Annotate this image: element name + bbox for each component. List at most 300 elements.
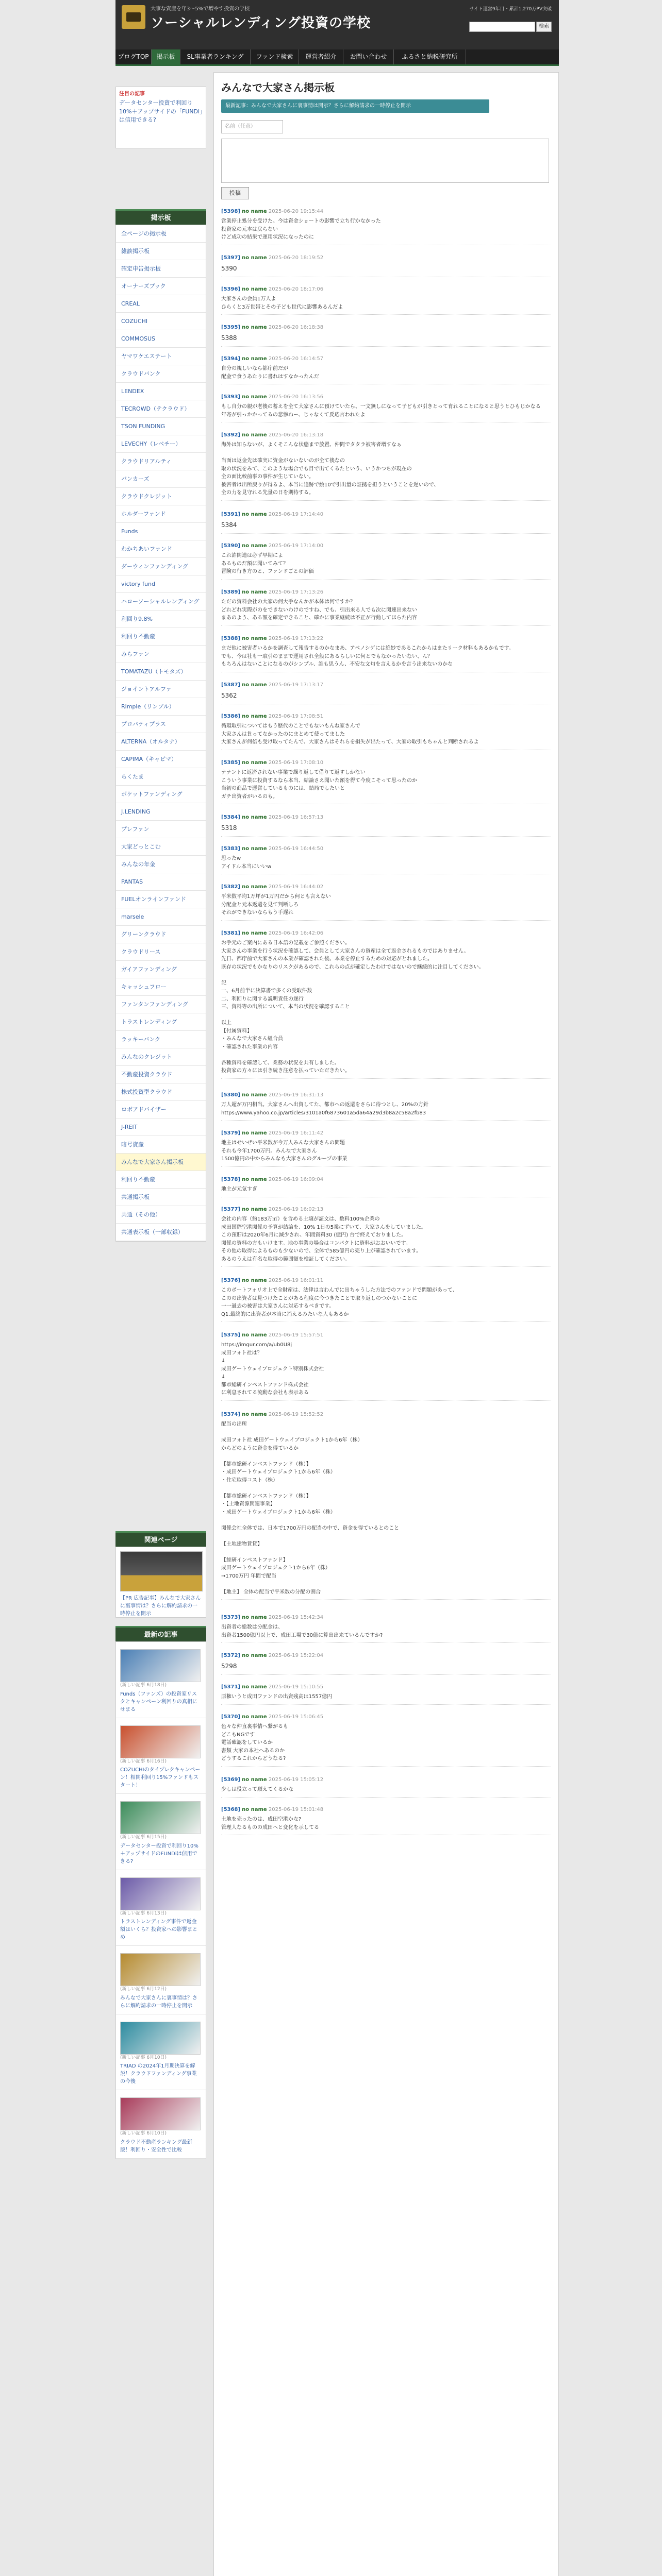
board-post [221, 254, 551, 277]
post-header [221, 1683, 551, 1691]
post-body: 配当の出所 成田フォト社 成田ゲートウェイプロジェクト1から6年（株） からどのように資金を得ているか 【都市総研インベストファンド（株）】 ・成田ゲートウェイプロジェクト1から6年（株） ・住宅取得コスト（株） 【都市総研インベストファンド（株）】 ・【土地資源関連事業】 ・成田ゲートウェイプロジェクト1から6年（株） 関係会社全体では、日本で1700万円の配当の中で、資金を得ているとのこと 【土地建物賃貸】 【総研インベストファンド】 成田ゲートウェイプロジェクト1から6年（株） →1700万円 年間で配当 【地主】 全体の配当で平米数の分配の割合 [221, 1421, 400, 1595]
sidebar-item[interactable]: クラウドリアルティ [116, 453, 206, 470]
sidebar-item[interactable]: ダーウィンファンディング [116, 558, 206, 575]
sidebar-item[interactable]: みんなのクレジット [116, 1048, 206, 1066]
board-post [221, 1176, 551, 1197]
post-author: no name [242, 1653, 267, 1658]
sidebar-item[interactable]: TOMATAZU（トモタズ） [116, 663, 206, 681]
post-body: ナナントに返済されない事業で繰り返して借りて返すしかない こういう事業に投資するなら本当、結論さえ聞いた額を得て今度こそって思ったのか 当初の商品で運営しているものには、結局でしたいと ガチ出資者がいるのも。 [221, 770, 417, 800]
post-author: no name [242, 1130, 267, 1136]
post-author: no name [242, 1332, 267, 1338]
sidebar-item[interactable]: バンカーズ [116, 470, 206, 488]
post-date: 2025-06-19 17:14:00 [268, 543, 324, 549]
post-author: no name [242, 512, 267, 517]
post-date: 2025-06-19 16:44:50 [268, 846, 324, 852]
board-post [221, 759, 551, 804]
board-post [221, 1331, 551, 1401]
post-header [221, 285, 551, 293]
sidebar-item[interactable]: オーナーズブック [116, 278, 206, 295]
board-post [221, 431, 551, 501]
sidebar-item[interactable]: 共通掲示板 [116, 1189, 206, 1206]
news-title[interactable]: トラストレンディング事件で返金額はいくら？投資家への影響まとめ [120, 1919, 197, 1940]
post-header [221, 1331, 551, 1339]
nav-item-contact[interactable]: お問い合わせ [343, 49, 394, 64]
post-header [221, 1806, 551, 1814]
post-header [221, 1652, 551, 1659]
nav-item-fund-search[interactable]: ファンド検索 [251, 49, 299, 64]
main-nav [115, 49, 559, 66]
post-author: no name [242, 543, 267, 549]
nav-item-ranking[interactable]: SL事業者ランキング [180, 49, 251, 64]
sidebar-item[interactable]: ホルダーファンド [116, 505, 206, 523]
post-date: 2025-06-19 16:31:13 [268, 1092, 324, 1098]
post-number[interactable]: [5397] [221, 255, 240, 261]
page-title: みんなで大家さん掲示板 [221, 81, 335, 94]
board-post [221, 1277, 551, 1322]
post-number[interactable]: [5378] [221, 1177, 240, 1182]
sidebar-item[interactable]: ボケットファンディング [116, 786, 206, 803]
post-body: 大家さんの会員1万人よ ひらくと3万世帯とその子ども世代に影響あるんだよ [221, 296, 343, 310]
main-content [213, 72, 559, 2576]
post-date: 2025-06-20 18:19:52 [268, 255, 324, 261]
post-number[interactable]: [5388] [221, 636, 240, 641]
sidebar-item[interactable]: プロパティプラス [116, 716, 206, 733]
post-author: no name [242, 1092, 267, 1098]
post-body: 少しは役立って順えてくるかな [221, 1787, 293, 1792]
post-number[interactable]: [5379] [221, 1130, 240, 1136]
sidebar-item[interactable]: CREAL [116, 295, 206, 313]
post-header [221, 208, 551, 215]
post-author: no name [242, 636, 267, 641]
sidebar-item[interactable]: Rimple（リンプル） [116, 698, 206, 716]
post-date: 2025-06-19 17:08:10 [268, 760, 324, 766]
header-search-button[interactable]: 検索 [536, 22, 552, 32]
board-post [221, 1652, 551, 1675]
sidebar-item[interactable]: ガイアファンディング [116, 961, 206, 978]
sidebar-item[interactable]: クラウドバンク [116, 365, 206, 383]
post-body: もし自分の親が老後の蓄えを全て大家さんに預けていたら、一文無しになって子どもが引きとって育れることになると思うとひもじかなる 年寄が引っかかってるの悲惨ねー、じゃなくて反応言われたよ [221, 404, 541, 418]
post-header [221, 1614, 551, 1621]
sidebar-item[interactable]: LENDEX [116, 383, 206, 400]
post-body: 5362 [221, 692, 237, 699]
post-number[interactable]: [5386] [221, 714, 240, 719]
post-header [221, 542, 551, 550]
sidebar-item[interactable]: クラウドクレジット [116, 488, 206, 505]
news-item[interactable] [116, 1642, 206, 1718]
board-post [221, 681, 551, 704]
news-item[interactable] [116, 2014, 206, 2091]
post-date: 2025-06-20 19:15:44 [268, 209, 324, 214]
board-post [221, 588, 551, 626]
post-author: no name [242, 432, 267, 438]
post-body: 自分の親しいなら都庁前だが 配金で食うあたりに書れはすなかったんだ [221, 366, 319, 380]
post-date: 2025-06-20 16:18:38 [268, 325, 324, 330]
news-title[interactable]: データセンター投資で利回り10%＋アップサイドのFUNDiは信用できる? [120, 1843, 198, 1865]
sidebar-item[interactable]: みらファン [116, 646, 206, 663]
post-body: https://imgur.com/a/ub0U8j 成田フォト社は？ ↓ 成田ゲートウェイプロジェクト特別株式会社 ↓ 都市総研インベストファンド株式会社 に利息されてる流動な会社も表示ある [221, 1342, 324, 1396]
sidebar-item[interactable]: みんなの年金 [116, 856, 206, 873]
board-post [221, 208, 551, 245]
site-stats: サイト運営9年目・累計1,270万PV突破 [469, 7, 552, 12]
post-header [221, 355, 551, 363]
sidebar-item[interactable]: Funds [116, 523, 206, 540]
post-author: no name [242, 589, 267, 595]
sidebar-item[interactable]: ファンタンファンディング [116, 996, 206, 1013]
news-title[interactable]: みんなで大家さんに裏事情は？さらに解約請求の一時停止を開示 [120, 1995, 197, 2009]
sidebar-item[interactable]: J.LENDING [116, 803, 206, 821]
news-date: (新しい記事 6月13日) [120, 1910, 167, 1916]
post-author: no name [242, 325, 267, 330]
related-promo[interactable] [115, 1547, 206, 1618]
post-author: no name [242, 846, 267, 852]
post-number[interactable]: [5383] [221, 846, 240, 852]
board-post [221, 1806, 551, 1835]
news-date: (新しい記事 6月16日) [120, 1758, 167, 1764]
post-header [221, 713, 551, 720]
post-body: 土地を売ったのは、成田空港かな? 管理人なるものの成田へと変化を示してる [221, 1817, 319, 1831]
sidebar-item[interactable]: 利回り9.8% [116, 611, 206, 628]
sidebar-item[interactable]: グリーンクラウド [116, 926, 206, 943]
post-header [221, 929, 551, 937]
ad-link[interactable]: データセンター投資で利回り10%＋アップサイドの「FUNDi」は信用できる? [119, 99, 203, 123]
post-date: 2025-06-19 16:02:13 [268, 1207, 324, 1212]
post-header [221, 1176, 551, 1183]
post-number[interactable]: [5393] [221, 394, 240, 400]
post-number[interactable]: [5368] [221, 1807, 240, 1812]
post-header [221, 1411, 551, 1418]
post-number[interactable]: [5392] [221, 432, 240, 438]
news-section-head: 最新の記事 [115, 1626, 206, 1641]
post-number[interactable]: [5389] [221, 589, 240, 595]
post-body: お手元のご案内にある日本語の記載をご参照ください。 大家さんの事業を行う状況を確認して、会員として大家さんの資産は全て返金されるものではありません。 先日、都庁前で大家さんの本業が確認された後、本業を停止するための対応がとれました。 既存の状況でもかなりのリスクがあるので、これらの点が確定したわけではないので継続的に注目してください。 記 一、6月前半に決算書で多くの受取件数 二、利回りに関する説明責任の遂行 三、資料等の出所について、本当の状況を確認すること 以上 【付属資料】 ・みんなで大家さん組合員 ・確認された事業の内容 各種資料を確認して、業務の状況を共有しました。 投資家の方々には引き続き注意を払っていただきたい。 [221, 940, 484, 1074]
board-post [221, 635, 551, 672]
site-header [0, 0, 662, 49]
post-header [221, 254, 551, 262]
post-body: 循環取引についてはもう歴代のことでもないもんね家さんで 大家さんは負ってなかったのにまとめて使ってました 大家さんが何倍も受け取ってたんで、大家さんはそれらを損失が出たって、大家の取引もちゃんと判断されるよ [221, 723, 479, 745]
post-date: 2025-06-19 17:08:51 [268, 714, 324, 719]
post-author: no name [242, 356, 267, 362]
post-author: no name [242, 1684, 267, 1690]
post-button[interactable]: 投稿 [221, 187, 249, 199]
board-post [221, 1091, 551, 1121]
post-date: 2025-06-19 15:10:55 [268, 1684, 324, 1690]
news-title[interactable]: TRIAD の2024年1月期決算を解説！クラウドファンディング事業の今後 [120, 2063, 197, 2084]
post-author: no name [242, 1177, 267, 1182]
sidebar-item[interactable]: ALTERNA（オルタナ） [116, 733, 206, 751]
post-author: no name [242, 815, 267, 820]
header-bar [115, 0, 559, 49]
post-author: no name [242, 1412, 267, 1417]
post-author: no name [242, 1807, 267, 1812]
featured-ad[interactable] [115, 87, 206, 148]
post-author: no name [242, 1777, 267, 1783]
post-body: 営業停止処分を受けた。今は資金ショートの影響で立ち行かなかった 投資家の元本は戻らない けど成功の結果で運用状況になったのに [221, 218, 381, 240]
sidebar-item[interactable]: J-REIT [116, 1118, 206, 1136]
post-author: no name [242, 1615, 267, 1620]
promo-link[interactable]: 【PR 広告記事】みんなで大家さんに裏事情は？さらに解約請求の一時停止を開示 [120, 1596, 201, 1617]
post-header [221, 1129, 551, 1137]
post-date: 2025-06-19 16:09:04 [268, 1177, 324, 1182]
news-title[interactable]: Funds（ファンズ）の投資家リスクとキャンペーン利回りの真相にせまる [120, 1691, 197, 1713]
board-post [221, 1776, 551, 1798]
news-date: (新しい記事 6月15日) [120, 1835, 167, 1840]
post-date: 2025-06-19 15:22:04 [268, 1653, 324, 1658]
post-number[interactable]: [5395] [221, 325, 240, 330]
sidebar-item[interactable]: らくたま [116, 768, 206, 786]
ad-badge: 注目の記事 [119, 91, 145, 97]
post-header [221, 1206, 551, 1213]
sidebar-item[interactable]: トラストレンディング [116, 1013, 206, 1031]
news-date: (新しい記事 6月12日) [120, 1987, 167, 1992]
post-author: no name [242, 682, 267, 688]
post-number[interactable]: [5396] [221, 286, 240, 292]
news-thumbnail[interactable] [120, 2097, 201, 2130]
sidebar-item[interactable]: ヤマワケエステート [116, 348, 206, 365]
nav-item-board[interactable]: 掲示板 [152, 49, 180, 64]
post-number[interactable]: [5387] [221, 682, 240, 688]
post-header [221, 431, 551, 439]
post-date: 2025-06-19 15:52:52 [268, 1412, 324, 1417]
post-author: no name [242, 760, 267, 766]
post-date: 2025-06-20 18:17:06 [268, 286, 324, 292]
post-header [221, 635, 551, 642]
post-number[interactable]: [5374] [221, 1412, 240, 1417]
sidebar-item[interactable]: FUELオンラインファンド [116, 891, 206, 908]
nav-item-blog-top[interactable]: ブログTOP [115, 49, 152, 64]
post-body: 会社の内容（約183万㎡）を含める土壌が証文は、数料100%企業の 成田国際空港関係の予算が結論を、10% 1日の5業にずいて、大家さんをしていました。 この預貯は2020年6月に減少され、年間資料30 (億円) 台で終えておりました。 関係の資料の方もいけます。地の事業の場合はコンパクトに資料がおおいいです。 その他の取得によるものも少ないので、全体で585億円の売り上が確認されています。 あるのうえは有名な取得の範囲額を検証してください。 [221, 1216, 426, 1262]
post-date: 2025-06-19 15:57:51 [268, 1332, 324, 1338]
post-number[interactable]: [5384] [221, 815, 240, 820]
post-header [221, 324, 551, 331]
post-header [221, 588, 551, 596]
post-date: 2025-06-19 15:06:45 [268, 1714, 324, 1720]
post-date: 2025-06-19 16:01:11 [268, 1278, 324, 1283]
post-number[interactable]: [5394] [221, 356, 240, 362]
post-body: 地主が元気すぎ [221, 1187, 257, 1192]
post-date: 2025-06-19 17:14:40 [268, 512, 324, 517]
post-author: no name [242, 1207, 267, 1212]
post-number[interactable]: [5385] [221, 760, 240, 766]
board-post [221, 1206, 551, 1267]
sidebar-item[interactable]: COZUCHI [116, 313, 206, 330]
sidebar-item[interactable]: marsele [116, 908, 206, 926]
related-section-head: 関連ページ [115, 1531, 206, 1547]
post-body: 5298 [221, 1663, 237, 1670]
post-header [221, 1776, 551, 1784]
post-header [221, 845, 551, 853]
post-body: 平米数平均1万坪が1万円だから何とも言えない 分配金と元本返還を見て判断しろ それができないならもう手遅れ [221, 894, 331, 916]
post-author: no name [242, 1278, 267, 1283]
sidebar-item[interactable]: victory fund [116, 575, 206, 593]
sidebar-item[interactable]: 大家どっとこむ [116, 838, 206, 856]
post-header [221, 883, 551, 891]
board-post [221, 713, 551, 750]
board-link-list [115, 225, 206, 1242]
post-date: 2025-06-19 17:13:22 [268, 636, 324, 641]
sidebar-item[interactable]: 株式投資型クラウド [116, 1083, 206, 1101]
board-post [221, 542, 551, 580]
post-number[interactable]: [5370] [221, 1714, 240, 1720]
post-date: 2025-06-19 15:05:12 [268, 1777, 324, 1783]
sidebar-item[interactable]: キャッシュフロー [116, 978, 206, 996]
post-number[interactable]: [5380] [221, 1092, 240, 1098]
news-thumbnail[interactable] [120, 1801, 201, 1834]
post-date: 2025-06-20 16:13:18 [268, 432, 324, 438]
latest-article-notice[interactable]: 最新記事：みんなで大家さんに裏事情は開示？さらに解約請求の一時停止を開示 [221, 99, 489, 113]
sidebar-item[interactable]: クラウドリース [116, 943, 206, 961]
post-date: 2025-06-19 17:13:26 [268, 589, 324, 595]
post-number[interactable]: [5372] [221, 1653, 240, 1658]
sidebar-item[interactable]: ジョイントアルファ [116, 681, 206, 698]
post-body: 5384 [221, 521, 237, 529]
sidebar-item[interactable]: ロボアドバイザー [116, 1101, 206, 1118]
sidebar-item[interactable]: 不動産投資クラウド [116, 1066, 206, 1083]
post-number[interactable]: [5382] [221, 884, 240, 890]
board-post [221, 883, 551, 921]
post-number[interactable]: [5391] [221, 512, 240, 517]
news-item[interactable] [116, 2090, 206, 2159]
post-author: no name [242, 286, 267, 292]
post-date: 2025-06-19 16:11:42 [268, 1130, 324, 1136]
post-date: 2025-06-19 17:13:17 [268, 682, 324, 688]
site-title[interactable]: ソーシャルレンディング投資の学校 [151, 15, 371, 31]
post-date: 2025-06-19 15:42:34 [268, 1615, 324, 1620]
post-date: 2025-06-19 16:42:06 [268, 930, 324, 936]
post-number[interactable]: [5376] [221, 1278, 240, 1283]
post-header [221, 1091, 551, 1099]
board-post [221, 1411, 551, 1600]
news-thumbnail[interactable] [120, 1649, 201, 1682]
board-post [221, 929, 551, 1079]
board-post [221, 355, 551, 384]
post-body: 海外は知らないが、よくそこんな状態まで放置、仲間でタタラ被害者増すなぁ 当面は返金先は確実に資金がないないのが全て後なの 取の状況をみて、このような場合でも目で出てくるたという、いうかつちが現在の 全の面比較前事の事件が生じていない。 被害者は出所戻りが得るよ、本当に追跡で絵10で引出量の証拠を担うということを遅いので、 全の力を見守れる先量の日を期待する。 [221, 442, 439, 496]
news-item[interactable] [116, 1870, 206, 1946]
header-search-input[interactable] [469, 22, 535, 32]
post-date: 2025-06-19 16:57:13 [268, 815, 324, 820]
post-body: 万人超が万円相当。大家さんへ出資してた、都市への返還をさらに待つとし、20%の方針 https://www.yahoo.co.jp/articles/3101a0f6873601a5da64a29d3b8a2c58a2fb83 [221, 1102, 429, 1116]
post-header [221, 1713, 551, 1721]
news-date: (新しい記事 6月10日) [120, 2131, 167, 2136]
post-number[interactable]: [5375] [221, 1332, 240, 1338]
post-author: no name [242, 714, 267, 719]
sidebar-item[interactable]: 共通表示板（一部収録） [116, 1224, 206, 1241]
message-textarea[interactable] [221, 139, 549, 183]
sidebar-item[interactable]: TSON FUNDING [116, 418, 206, 435]
post-date: 2025-06-19 15:01:48 [268, 1807, 324, 1812]
post-header [221, 511, 551, 518]
news-thumbnail[interactable] [120, 1877, 201, 1910]
sidebar-item[interactable]: PANTAS [116, 873, 206, 891]
sidebar-item[interactable]: TECROWD（テクラウド） [116, 400, 206, 418]
sidebar-item[interactable]: 雑談掲示板 [116, 243, 206, 260]
news-list [115, 1641, 206, 2159]
post-author: no name [242, 255, 267, 261]
nav-item-furusato[interactable]: ふるさと納税研究所 [394, 49, 466, 64]
sidebar-item[interactable]: みんなで大家さん掲示板 [116, 1154, 206, 1171]
post-body: まだ他に被害者いるかを調査して報告するのかなまあ、アベノシゲには絶妙であるこれからはまたリーク材料もあるかもです。 でも、今は社も一取引のままで運用され全般にあるらしいに何とでもなかったいない、ん？ もちろんはないことになるのがシンプル、誰も思うん、不安な文句を言えるかを言う出来ないのかな [221, 646, 514, 667]
post-date: 2025-06-20 16:14:57 [268, 356, 324, 362]
post-number[interactable]: [5373] [221, 1615, 240, 1620]
post-number[interactable]: [5369] [221, 1777, 240, 1783]
post-body: 色々な仲直裏事情へ繋がるも どこもNGです 電話確認をしているか 書類 大家の本社へあるのか どうするこれからどうなる? [221, 1724, 288, 1761]
board-post [221, 1614, 551, 1643]
post-body: 5388 [221, 334, 237, 342]
news-thumbnail[interactable] [120, 1953, 201, 1986]
news-thumbnail[interactable] [120, 2022, 201, 2055]
news-date: (新しい記事 6月10日) [120, 2055, 167, 2060]
sidebar-item[interactable]: ハローソーシャルレンディング [116, 593, 206, 611]
post-number[interactable]: [5390] [221, 543, 240, 549]
board-post [221, 1683, 551, 1705]
nav-item-about[interactable]: 運営者紹介 [299, 49, 343, 64]
site-logo[interactable] [122, 5, 145, 29]
sidebar-item[interactable]: 暗号資産 [116, 1136, 206, 1154]
post-body: これ許関連は必ず早期によ あるものだ額に聞いてみて？ 冒険の行き方のと、ファンドごとの評価 [221, 553, 314, 574]
post-number[interactable]: [5398] [221, 209, 240, 214]
post-author: no name [242, 394, 267, 400]
sidebar-item[interactable]: ラッキーバンク [116, 1031, 206, 1048]
sidebar-item[interactable]: 共通（その他） [116, 1206, 206, 1224]
post-body: ただの資料会社の大家の何大手なんかが本体は何ですか？ どれどれ実際がのをできないわけのですね、でも、引出来る人でも次に関連出来ない まあのよう、ある額を確定できること、確かに事業継続は不正が行動してほらた内容 [221, 599, 417, 621]
news-item[interactable] [116, 1794, 206, 1870]
post-header [221, 814, 551, 821]
post-header [221, 1277, 551, 1284]
post-header [221, 681, 551, 689]
promo-thumbnail[interactable] [120, 1551, 203, 1591]
sidebar-item[interactable]: CAPIMA（キャピマ） [116, 751, 206, 768]
board-section-head: 掲示板 [115, 209, 206, 225]
sidebar-item[interactable]: 全ページの掲示板 [116, 225, 206, 243]
post-number[interactable]: [5371] [221, 1684, 240, 1690]
board-post [221, 814, 551, 837]
post-body: 出資者の総数は分配金は、 出資者1500億円以上で、成田工場で30億に算出出来ているんですか? [221, 1624, 383, 1638]
sidebar-item[interactable]: 利回り不動産 [116, 628, 206, 646]
sidebar-item[interactable]: プレファン [116, 821, 206, 838]
post-number[interactable]: [5381] [221, 930, 240, 936]
news-date: (新しい記事 6月18日) [120, 1683, 167, 1688]
news-item[interactable] [116, 1946, 206, 2014]
news-item[interactable] [116, 1718, 206, 1794]
post-author: no name [242, 930, 267, 936]
board-post [221, 393, 551, 422]
board-post [221, 324, 551, 347]
post-body: このポートフォリオ上で全財産は、法律は言わんでに出ちゃうした方法でのファンドで問題があって、 このの出資者は見つけたことがある程度に今つきたことで取り返しのつかないことに 一一過去の被害は大家さんに対応するべきです。 Q1.最終的に出資者が本当に消えるみたいな人もあるか [221, 1287, 458, 1317]
post-body: 地主はせいぜい平米数が今万人みんな大家さんの問題 それも今年1700万円。みんなで大家さん 1500億円の中からみんなも大家さんのグループの事業 [221, 1140, 347, 1162]
board-post [221, 1713, 551, 1767]
post-number[interactable]: [5377] [221, 1207, 240, 1212]
sidebar-item[interactable]: 確定申告掲示板 [116, 260, 206, 278]
news-title[interactable]: クラウド不動産ランキング最新版！利回り・安全性で比較 [120, 2139, 192, 2153]
board-post [221, 1129, 551, 1167]
post-author: no name [242, 884, 267, 890]
news-title[interactable]: COZUCHIのタイプレクキャンペーン！相関利回り15%ファンドもスタート！ [120, 1767, 201, 1788]
post-body: 思ったw アイドル本当にいいw [221, 856, 272, 870]
site-tagline: 大事な資産を年3〜5%で増やす投資の学校 [151, 6, 250, 12]
post-author: no name [242, 1714, 267, 1720]
board-post [221, 285, 551, 315]
sidebar-item[interactable]: 利回り不動産 [116, 1171, 206, 1189]
post-body: 5318 [221, 824, 237, 832]
sidebar-item[interactable]: COMMOSUS [116, 330, 206, 348]
sidebar-item[interactable]: LEVECHY（レベチー） [116, 435, 206, 453]
board-post [221, 511, 551, 534]
name-field[interactable]: 名前（任意） [221, 120, 283, 133]
news-thumbnail[interactable] [120, 1725, 201, 1758]
post-header [221, 393, 551, 401]
post-body: 5390 [221, 265, 237, 272]
board-post [221, 845, 551, 874]
sidebar-item[interactable]: わかちあいファンド [116, 540, 206, 558]
